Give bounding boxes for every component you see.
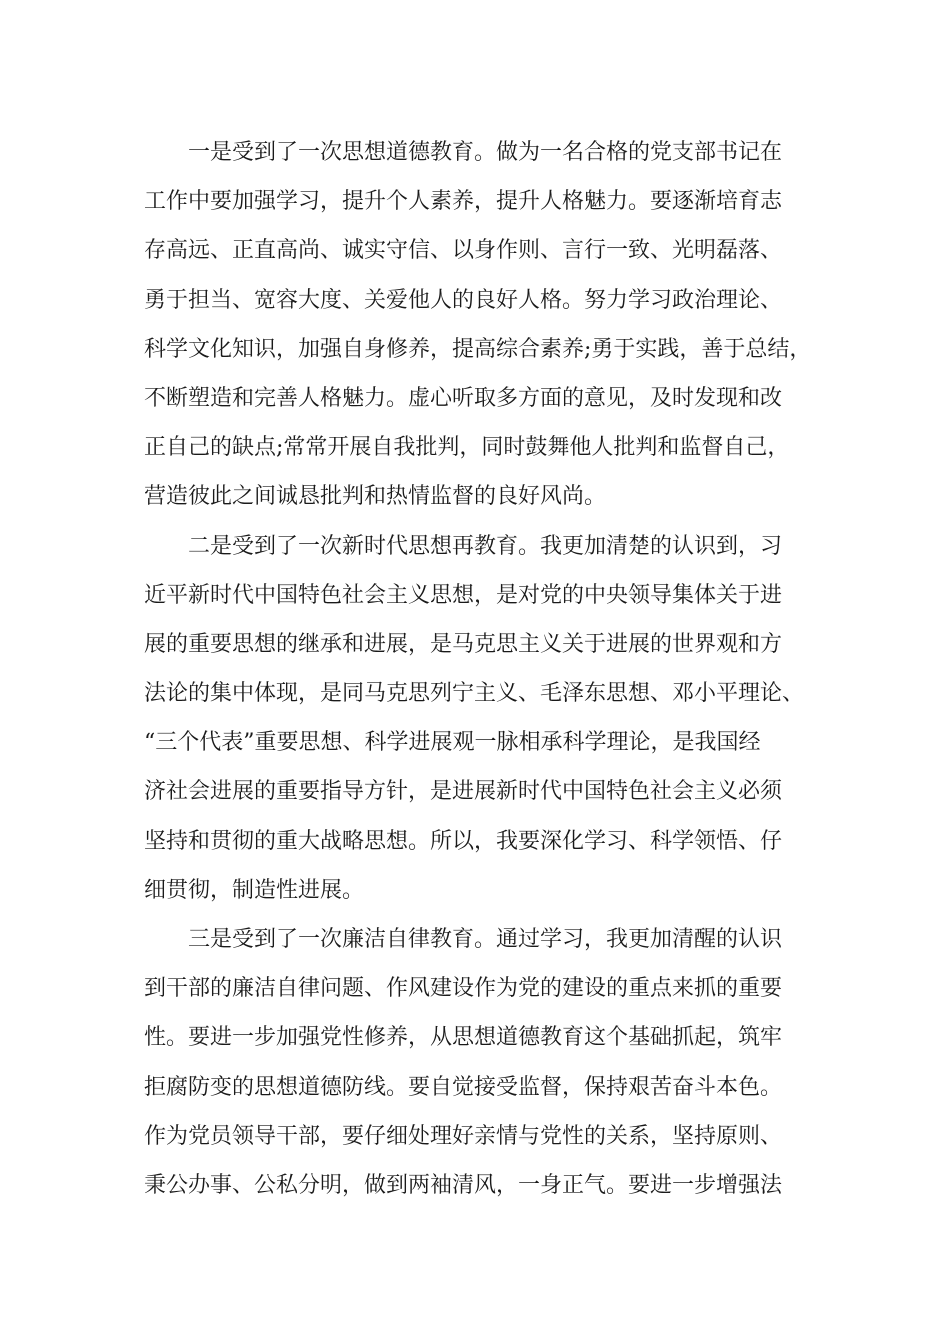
document-body (144, 128, 824, 1210)
text-line: 正自己的缺点;常常开展自我批判，同时鼓舞他人批判和监督自己， (144, 435, 790, 461)
text-line: 作为党员领导干部，要仔细处理好亲情与党性的关系，坚持原则、 (144, 1123, 783, 1149)
text-line: 工作中要加强学习，提升个人素养，提升人格魅力。要逐渐培育志 (144, 189, 783, 215)
text-line: 法论的集中体现，是同马克思列宁主义、毛泽东思想、邓小平理论、 (144, 681, 805, 707)
text-line: 坚持和贯彻的重大战略思想。所以，我要深化学习、科学领悟、仔 (144, 828, 783, 854)
paragraph-2 (144, 522, 824, 916)
text-line: 存高远、正直高尚、诚实守信、以身作则、言行一致、光明磊落、 (144, 238, 783, 264)
text-line: 不断塑造和完善人格魅力。虚心听取多方面的意见，及时发现和改 (144, 385, 783, 411)
paragraph-1 (144, 128, 824, 522)
text-line: 济社会进展的重要指导方针，是进展新时代中国特色社会主义必须 (144, 779, 783, 805)
text-line: 近平新时代中国特色社会主义思想，是对党的中央领导集体关于进 (144, 582, 783, 608)
text-line: 一是受到了一次思想道德教育。做为一名合格的党支部书记在 (188, 140, 783, 165)
text-line: 拒腐防变的思想道德防线。要自觉接受监督，保持艰苦奋斗本色。 (144, 1074, 783, 1100)
text-line: 秉公办事、公私分明，做到两袖清风，一身正气。要进一步增强法 (144, 1172, 783, 1198)
text-line: 性。要进一步加强党性修养，从思想道德教育这个基础抓起，筑牢 (144, 1025, 783, 1051)
text-line: 二是受到了一次新时代思想再教育。我更加清楚的认识到，习 (188, 533, 783, 559)
text-line: 三是受到了一次廉洁自律教育。通过学习，我更加清醒的认识 (188, 927, 783, 952)
text-line: “三个代表”重要思想、科学进展观一脉相承科学理论，是我国经 (144, 730, 761, 756)
text-line: 展的重要思想的继承和进展，是马克思主义关于进展的世界观和方 (144, 631, 783, 657)
text-line: 科学文化知识，加强自身修养，提高综合素养;勇于实践，善于总结， (144, 336, 812, 362)
text-line: 营造彼此之间诚恳批判和热情监督的良好风尚。 (144, 484, 607, 510)
text-line: 到干部的廉洁自律问题、作风建设作为党的建设的重点来抓的重要 (144, 976, 783, 1002)
text-line: 细贯彻，制造性进展。 (144, 877, 365, 903)
text-line: 勇于担当、宽容大度、关爱他人的良好人格。努力学习政治理论、 (144, 287, 783, 313)
paragraph-3 (144, 915, 824, 1210)
